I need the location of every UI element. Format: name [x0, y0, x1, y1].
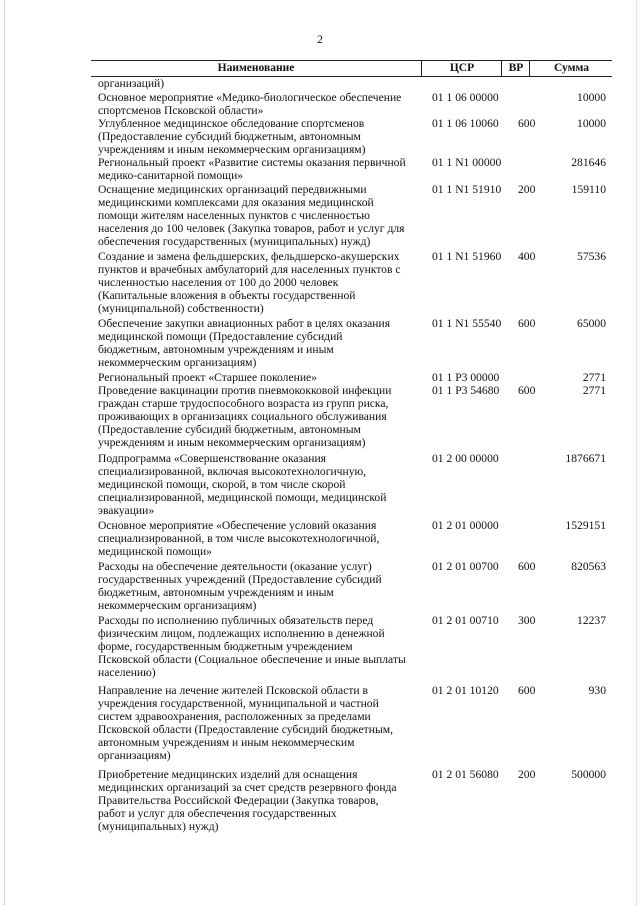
table-header [91, 60, 612, 77]
row-sum: 1529151 [565, 519, 606, 532]
row-name: Подпрограмма «Совершенствование оказания специализированной, включая высокотехнологичную, медицинской помощи, скорой, в том числе скорой специализированной, медицинской помощи, медицинской эвакуации» [98, 452, 387, 517]
page-number: 2 [317, 32, 323, 46]
row-vr: 600 [518, 317, 536, 330]
row-name: Углубленное медицинское обследование спортсменов (Предоставление субсидий бюджетным, автономным учреждениям и иным некоммерческим организациям) [98, 117, 366, 156]
row-sum: 57536 [577, 250, 606, 263]
row-vr: 600 [518, 384, 536, 397]
row-sum: 281646 [571, 156, 606, 169]
row-name: Основное мероприятие «Медико-биологическое обеспечение спортсменов Псковской области» [98, 91, 402, 117]
row-vr: 400 [518, 250, 536, 263]
row-sum: 10000 [577, 117, 606, 130]
row-sum: 10000 [577, 91, 606, 104]
header-sum: Сумма [529, 61, 613, 76]
row-name: организаций) [98, 77, 165, 90]
row-csr: 01 2 01 00000 [432, 519, 499, 532]
row-csr: 01 2 01 00700 [432, 560, 499, 573]
row-name: Обеспечение закупки авиационных работ в целях оказания медицинской помощи (Предоставление субсидий бюджетным, автономным учреждениям и иным некоммерческим организациям) [98, 317, 391, 369]
row-sum: 2771 [582, 371, 606, 384]
row-csr: 01 2 01 10120 [432, 684, 499, 697]
row-name: Расходы на обеспечение деятельности (оказание услуг) государственных учреждений (Предоставление субсидий бюджетным, автономным учреждениям и иным некоммерческим организациям) [98, 560, 382, 612]
scan-edge-left [4, 0, 6, 905]
row-sum: 2771 [582, 384, 606, 397]
row-sum: 1876671 [565, 452, 606, 465]
row-csr: 01 2 00 00000 [432, 452, 499, 465]
row-csr: 01 2 01 00710 [432, 614, 499, 627]
header-vr: ВР [501, 61, 530, 76]
row-csr: 01 1 N1 00000 [432, 156, 502, 169]
row-name: Региональный проект «Старшее поколение» [98, 371, 317, 384]
row-vr: 200 [518, 183, 536, 196]
row-sum: 65000 [577, 317, 606, 330]
row-name: Направление на лечение жителей Псковской области в учреждения государственной, муниципальной и частной систем здравоохранения, расположенных за пределами Псковской области (Предоставление субсидий бюджетным, автономным учреждениям и иным некоммерческим организациям) [98, 684, 393, 762]
row-vr: 600 [518, 560, 536, 573]
row-name: Оснащение медицинских организаций передвижными медицинскими комплексами для оказания медицинской помощи жителям населенных пунктов с численностью населения до 100 человек (Закупка товаров, работ и услуг для обеспечения государственных (муниципальных) нужд) [98, 183, 405, 248]
row-vr: 600 [518, 117, 536, 130]
scan-edge-right [636, 0, 638, 905]
header-name: Наименование [217, 62, 295, 74]
row-sum: 820563 [571, 560, 606, 573]
row-vr: 200 [518, 768, 536, 781]
row-name: Основное мероприятие «Обеспечение условий оказания специализированной, в том числе высокотехнологичной, медицинской помощи» [98, 519, 380, 558]
row-sum: 500000 [571, 768, 606, 781]
row-sum: 159110 [571, 183, 606, 196]
row-name: Приобретение медицинских изделий для оснащения медицинских организаций за счет средств резервного фонда Правительства Российской Федерации (Закупка товаров, работ и услуг для обеспечения государственных (муниципальных) нужд) [98, 768, 397, 833]
row-csr: 01 1 06 10060 [432, 117, 499, 130]
row-sum: 12237 [577, 614, 606, 627]
row-csr: 01 2 01 56080 [432, 768, 499, 781]
row-csr: 01 1 06 00000 [432, 91, 499, 104]
row-name: Расходы по исполнению публичных обязательств перед физическим лицом, подлежащих исполнению в денежной форме, государственным бюджетным учреждением Псковской области (Социальное обеспечение и иные выплаты населению) [98, 614, 406, 679]
header-csr: ЦСР [421, 61, 502, 76]
row-csr: 01 1 N1 51960 [432, 250, 502, 263]
row-vr: 600 [518, 684, 536, 697]
row-sum: 930 [588, 684, 606, 697]
row-name: Проведение вакцинации против пневмококковой инфекции граждан старше трудоспособного возраста из групп риска, проживающих в организациях социального обслуживания (Предоставление субсидий бюджетным, автономным учреждениям и иным некоммерческим организациям) [98, 384, 392, 449]
row-name: Создание и замена фельдшерских, фельдшерско-акушерских пунктов и врачебных амбулаторий для населенных пунктов с численностью населения от 100 до 2000 человек (Капитальные вложения в объекты государственной (муниципальной) собственности) [98, 250, 401, 315]
row-csr: 01 1 N1 55540 [432, 317, 502, 330]
row-csr: 01 1 P3 54680 [432, 384, 500, 397]
row-name: Региональный проект «Развитие системы оказания первичной медико-санитарной помощи» [98, 156, 406, 182]
row-vr: 300 [518, 614, 536, 627]
row-csr: 01 1 P3 00000 [432, 371, 500, 384]
row-csr: 01 1 N1 51910 [432, 183, 502, 196]
